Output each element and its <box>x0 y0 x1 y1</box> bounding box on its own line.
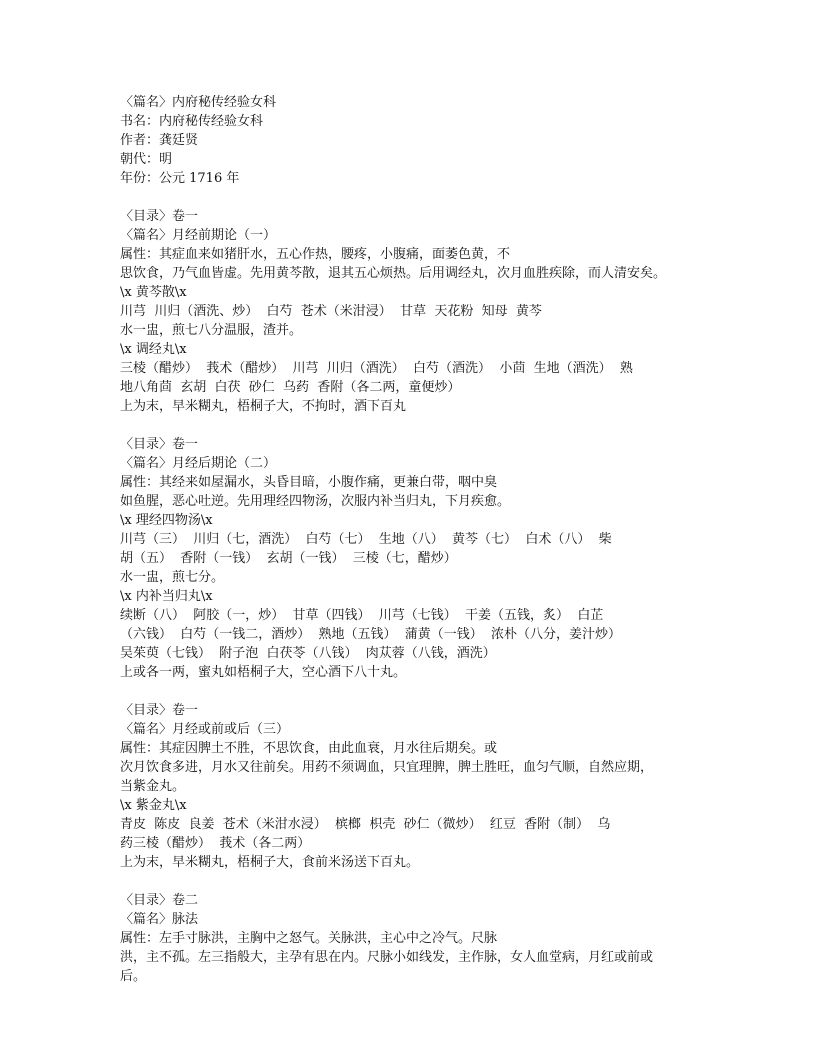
section-catalog: 〈目录〉卷一 <box>120 703 199 718</box>
document-page <box>120 93 720 986</box>
section-2 <box>120 435 720 682</box>
ingredient-line: 胡（五） 香附（一钱） 玄胡（一钱） 三棱（七，醋炒） <box>120 551 457 566</box>
spacer <box>120 682 720 701</box>
book-header <box>120 93 720 188</box>
formula-title: \x 调经丸\x <box>120 342 187 357</box>
ingredient-line: 青皮 陈皮 良姜 苍术（米泔水浸） 槟榔 枳壳 砂仁（微炒） 红豆 香附（制） 乌 <box>120 817 611 832</box>
text-line: 洪，主不孤。左三指般大，主孕有思在内。尺脉小如线发，主作脉，女人血堂病，月红或前或 <box>120 950 654 965</box>
spacer <box>120 872 720 891</box>
ingredient-line: 三棱（醋炒） 莪术（醋炒） 川芎 川归（酒洗） 白芍（酒洗） 小茴 生地（酒洗） 熟 <box>120 361 633 376</box>
text-line: 如鱼腥，恶心吐逆。先用理经四物汤，次服内补当归丸，下月疾愈。 <box>120 494 511 509</box>
spacer <box>120 188 720 207</box>
section-3 <box>120 701 720 872</box>
book-name: 书名：内府秘传经验女科 <box>120 114 264 129</box>
text-line: 上或各一两，蜜丸如梧桐子大，空心酒下八十丸。 <box>120 665 407 680</box>
section-title: 〈篇名〉月经前期论（一） <box>120 228 277 243</box>
section-4 <box>120 891 720 986</box>
text-line: 上为末，早米糊丸，梧桐子大，食前米汤送下百丸。 <box>120 855 420 870</box>
section-title: 〈篇名〉月经或前或后（三） <box>120 722 290 737</box>
year: 年份：公元 1716 年 <box>120 171 240 186</box>
formula-title: \x 理经四物汤\x <box>120 513 213 528</box>
text-line: 属性：其经来如屋漏水，头昏目暗，小腹作痛，更兼白带，咽中臭 <box>120 475 498 490</box>
chapter-title: 〈篇名〉内府秘传经验女科 <box>120 95 277 110</box>
text-line: 属性：其症血来如猪肝水，五心作热，腰疼，小腹痛，面萎色黄，不 <box>120 247 511 262</box>
text-line: 属性：左手寸脉洪，主胸中之怒气。关脉洪，主心中之冷气。尺脉 <box>120 931 498 946</box>
section-catalog: 〈目录〉卷二 <box>120 893 199 908</box>
text-line: 后。 <box>120 969 147 984</box>
text-line: 水一盅，煎七八分温服，渣并。 <box>120 323 303 338</box>
ingredient-line: 川芎（三） 川归（七，酒洗） 白芍（七） 生地（八） 黄芩（七） 白术（八） 柴 <box>120 532 612 547</box>
section-1 <box>120 207 720 416</box>
text-line: 水一盅，煎七分。 <box>120 570 225 585</box>
formula-title: \x 黄芩散\x <box>120 285 187 300</box>
text-line: 上为末，早米糊丸，梧桐子大，不拘时，酒下百丸 <box>120 399 407 414</box>
text-line: 次月饮食多进，月水又往前矣。用药不须调血，只宜理脾，脾土胜旺，血匀气顺，自然应期， <box>120 760 654 775</box>
ingredient-line: 药三棱（醋炒） 莪术（各二两） <box>120 836 311 851</box>
text-line: 当紫金丸。 <box>120 779 186 794</box>
ingredient-line: 川芎 川归（酒洗、炒） 白芍 苍术（米泔浸） 甘草 天花粉 知母 黄芩 <box>120 304 542 319</box>
section-title: 〈篇名〉月经后期论（二） <box>120 456 277 471</box>
ingredient-line: （六钱） 白芍（一钱二，酒炒） 熟地（五钱） 蒲黄（一钱） 浓朴（八分，姜汁炒） <box>120 627 622 642</box>
text-line: 属性：其症因脾土不胜，不思饮食，由此血衰，月水往后期矣。或 <box>120 741 498 756</box>
text-line: 思饮食，乃气血皆虚。先用黄芩散，退其五心烦热。后用调经丸，次月血胜疾除，而人清安矣。 <box>120 266 667 281</box>
author: 作者：龚廷贤 <box>120 133 199 148</box>
dynasty: 朝代：明 <box>120 152 173 167</box>
ingredient-line: 吴茱萸（七钱） 附子泡 白茯苓（八钱） 肉苁蓉（八钱，酒洗） <box>120 646 496 661</box>
section-title: 〈篇名〉脉法 <box>120 912 199 927</box>
section-catalog: 〈目录〉卷一 <box>120 437 199 452</box>
ingredient-line: 地八角茴 玄胡 白茯 砂仁 乌药 香附（各二两，童便炒） <box>120 380 461 395</box>
section-catalog: 〈目录〉卷一 <box>120 209 199 224</box>
formula-title: \x 内补当归丸\x <box>120 589 213 604</box>
ingredient-line: 续断（八） 阿胶（一，炒） 甘草（四钱） 川芎（七钱） 干姜（五钱，炙） 白芷 <box>120 608 604 623</box>
formula-title: \x 紫金丸\x <box>120 798 187 813</box>
spacer <box>120 416 720 435</box>
